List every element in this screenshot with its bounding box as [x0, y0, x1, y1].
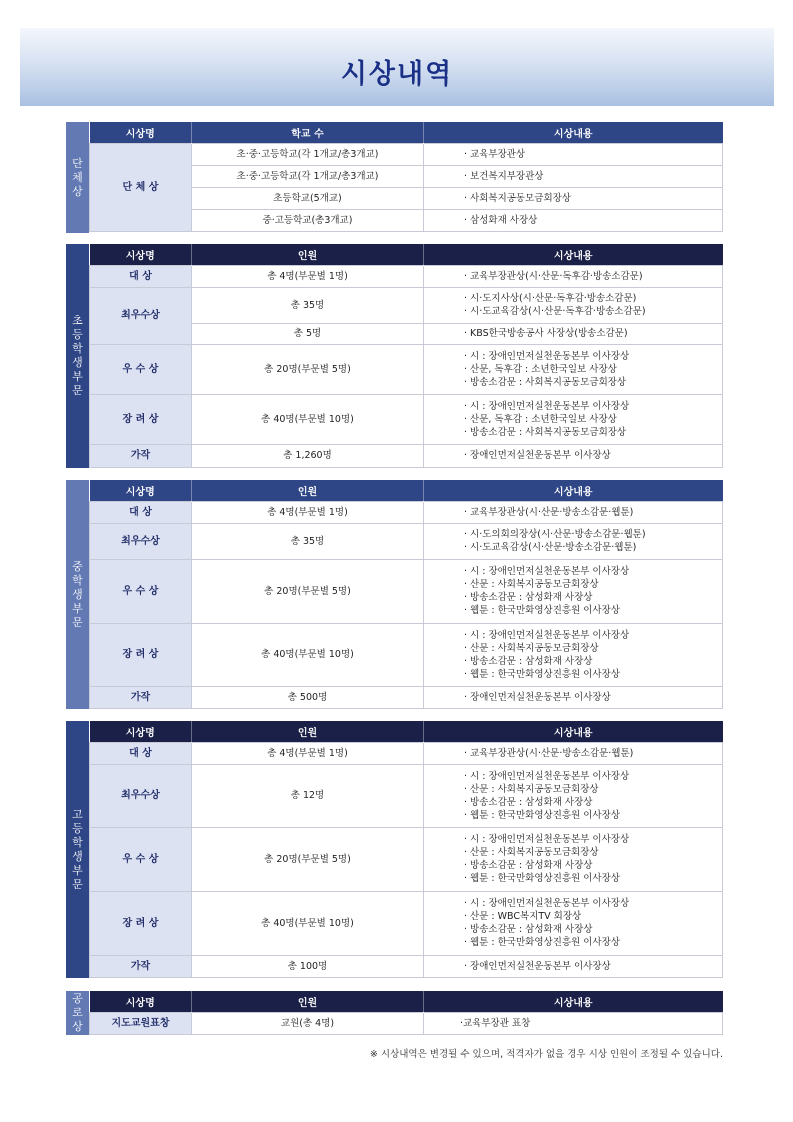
text-line: 학: [72, 573, 83, 587]
table-row: [90, 686, 723, 708]
text-line: 생: [72, 849, 83, 863]
text-line: · 장애인먼저실천운동본부 이사장상: [464, 960, 611, 972]
table-row: [90, 1012, 723, 1034]
text-line: · 산문 : 사회복지공동모금회장상: [464, 579, 599, 590]
text-line: · 시·도교육감상(시·산문·독후감·방송소감문): [464, 306, 646, 317]
text-line: · 산문 : WBC복지TV 회장상: [464, 911, 582, 922]
text-line: 문: [72, 877, 83, 891]
header-award-name: 시상명: [90, 244, 192, 265]
award-name: 장 려 상: [90, 394, 192, 444]
content-cell: [424, 523, 723, 559]
text-line: · 방송소감문 : 사회복지공동모금회장상: [464, 376, 627, 388]
count-cell: 총 500명: [192, 686, 424, 708]
count-cell: 총 20명(부문별 5명): [192, 344, 424, 394]
text-line: · 방송소감문 : 삼성화재 사장상: [464, 592, 593, 603]
table-row: [90, 623, 723, 686]
text-line: · 시 : 장애인먼저실천운동본부 이사장상: [464, 400, 630, 412]
text-line: · 교육부장관상(시·산문·독후감·방송소감문): [464, 270, 643, 282]
award-name: 지도교원표창: [90, 1012, 192, 1034]
award-name: 최우수상: [90, 523, 192, 559]
text-line: · 웹툰 : 한국만화영상진흥원 이사장상: [464, 668, 620, 680]
count-cell: 초등학교(5개교): [192, 187, 424, 209]
award-name: 가작: [90, 955, 192, 977]
table-header: [90, 991, 723, 1012]
content-cell: [424, 955, 723, 977]
text-line: · 시 : 장애인먼저실천운동본부 이사장상: [464, 770, 630, 782]
content-cell: [424, 827, 723, 891]
text-line: · 장애인먼저실천운동본부 이사장상: [464, 450, 611, 461]
side-label-elementary: [66, 244, 89, 468]
section-elementary: [66, 244, 722, 468]
table-row: [90, 523, 723, 559]
text-line: 문: [72, 384, 83, 397]
award-name: 우 수 상: [90, 827, 192, 891]
text-line: · 방송소감문 : 삼성화재 사장상: [464, 655, 593, 667]
count-cell: 총 5명: [192, 323, 424, 344]
text-line: · 사회복지공동모금회장상: [464, 192, 571, 204]
count-cell: 총 40명(부문별 10명): [192, 891, 424, 955]
header-award-name: 시상명: [90, 480, 192, 501]
award-name: 최우수상: [90, 764, 192, 827]
table-header: [90, 244, 723, 265]
high-table: [89, 721, 723, 978]
count-cell: 총 12명: [192, 764, 424, 827]
content-cell: [424, 444, 723, 467]
content-cell: [424, 187, 723, 209]
footnote: ※ 시상내역은 변경될 수 있으며, 적격자가 없을 경우 시상 인원이 조정될 수 있습니다.: [369, 1049, 723, 1060]
award-name: 우 수 상: [90, 559, 192, 623]
award-name: 장 려 상: [90, 623, 192, 686]
table-row: [90, 344, 723, 394]
text-line: · 산문, 독후감 : 소년한국일보 사장상: [464, 413, 617, 425]
text-line: · 웹툰 : 한국만화영상진흥원 이사장상: [464, 937, 620, 948]
text-line: 중: [72, 559, 83, 573]
header-award-name: 시상명: [90, 122, 192, 143]
section-merit: [66, 991, 722, 1035]
text-line: · 산문 : 사회복지공동모금회장상: [464, 642, 599, 654]
count-cell: 총 20명(부문별 5명): [192, 827, 424, 891]
content-cell: [424, 394, 723, 444]
text-line: 체: [72, 170, 83, 184]
text-line: · 시 : 장애인먼저실천운동본부 이사장상: [464, 566, 630, 577]
text-line: · 교육부장관상(시·산문·방송소감문·웹툰): [464, 506, 634, 518]
text-line: ·교육부장관 표창: [460, 1017, 531, 1029]
content-cell: [424, 209, 723, 231]
content-cell: [424, 323, 723, 344]
text-line: 부: [72, 370, 83, 383]
text-line: · 산문 : 사회복지공동모금회장상: [464, 847, 599, 858]
table-row: [90, 394, 723, 444]
content-cell: [424, 344, 723, 394]
section-high: [66, 721, 722, 978]
award-name: 단 체 상: [90, 143, 192, 231]
award-name: 최우수상: [90, 287, 192, 344]
content-cell: [424, 623, 723, 686]
table-row: [90, 287, 723, 323]
header-count: 인원: [192, 480, 424, 501]
text-line: · 방송소감문 : 삼성화재 사장상: [464, 860, 593, 871]
text-line: · 방송소감문 : 사회복지공동모금회장상: [464, 426, 627, 438]
table-row: [90, 764, 723, 827]
award-name: 대 상: [90, 501, 192, 523]
count-cell: 총 1,260명: [192, 444, 424, 467]
text-line: · 시 : 장애인먼저실천운동본부 이사장상: [464, 350, 630, 362]
count-cell: 총 40명(부문별 10명): [192, 394, 424, 444]
award-name: 장 려 상: [90, 891, 192, 955]
side-label-group: [66, 122, 89, 233]
count-cell: 총 4명(부문별 1명): [192, 501, 424, 523]
count-cell: 교원(총 4명): [192, 1012, 424, 1034]
side-label-merit: [66, 991, 89, 1035]
text-line: 부: [72, 863, 83, 877]
table-row: [90, 265, 723, 287]
header-content: 시상내용: [424, 122, 723, 143]
count-cell: 총 100명: [192, 955, 424, 977]
text-line: 상: [72, 184, 83, 198]
count-cell: 초·중·고등학교(각 1개교/총3개교): [192, 165, 424, 187]
text-line: · 웹툰 : 한국만화영상진흥원 이사장상: [464, 605, 620, 616]
text-line: · 산문 : 사회복지공동모금회장상: [464, 783, 599, 795]
table-row: [90, 891, 723, 955]
text-line: 고: [72, 807, 83, 821]
header-award-name: 시상명: [90, 991, 192, 1012]
header-content: 시상내용: [424, 721, 723, 742]
header-content: 시상내용: [424, 244, 723, 265]
content-cell: [424, 891, 723, 955]
content-cell: [424, 165, 723, 187]
text-line: · 시 : 장애인먼저실천운동본부 이사장상: [464, 898, 630, 909]
table-row: [90, 742, 723, 764]
content-cell: [424, 265, 723, 287]
table-row: [90, 559, 723, 623]
text-line: 초: [72, 314, 83, 327]
text-line: · 방송소감문 : 삼성화재 사장상: [464, 924, 593, 935]
content-cell: [424, 686, 723, 708]
side-label-middle: [66, 480, 89, 709]
award-name: 우 수 상: [90, 344, 192, 394]
table-header: [90, 122, 723, 143]
header-count: 인원: [192, 721, 424, 742]
count-cell: 총 4명(부문별 1명): [192, 265, 424, 287]
content-cell: [424, 1012, 723, 1034]
text-line: 공: [72, 992, 83, 1005]
text-line: · 산문, 독후감 : 소년한국일보 사장상: [464, 363, 617, 375]
section-group-award: [66, 122, 722, 233]
text-line: 등: [72, 821, 83, 835]
table-header: [90, 721, 723, 742]
text-line: · 시·도교육감상(시·산문·방송소감문·웹툰): [464, 542, 637, 553]
text-line: · 교육부장관상: [464, 148, 526, 160]
text-line: · 웹툰 : 한국만화영상진흥원 이사장상: [464, 873, 620, 884]
side-label-high: [66, 721, 89, 978]
count-cell: 총 20명(부문별 5명): [192, 559, 424, 623]
text-line: 문: [72, 615, 83, 629]
count-cell: 총 40명(부문별 10명): [192, 623, 424, 686]
merit-table: [89, 991, 723, 1035]
count-cell: 총 35명: [192, 523, 424, 559]
text-line: 학: [72, 342, 83, 355]
table-row: [90, 501, 723, 523]
text-line: 부: [72, 601, 83, 615]
table-row: [90, 955, 723, 977]
count-cell: 총 35명: [192, 287, 424, 323]
count-cell: 총 4명(부문별 1명): [192, 742, 424, 764]
header-content: 시상내용: [424, 480, 723, 501]
table-row: [90, 827, 723, 891]
group-award-table: [89, 122, 723, 232]
header-count: 인원: [192, 244, 424, 265]
text-line: 등: [72, 328, 83, 341]
text-line: · 장애인먼저실천운동본부 이사장상: [464, 691, 611, 703]
header-count: 인원: [192, 991, 424, 1012]
content-cell: [424, 742, 723, 764]
text-line: 생: [72, 356, 83, 369]
elementary-table: [89, 244, 723, 468]
header-content: 시상내용: [424, 991, 723, 1012]
text-line: 학: [72, 835, 83, 849]
text-line: 상: [72, 1020, 83, 1033]
award-name: 대 상: [90, 265, 192, 287]
text-line: 로: [72, 1006, 83, 1019]
text-line: 단: [72, 156, 83, 170]
text-line: · KBS한국방송공사 사장상(방송소감문): [464, 328, 628, 339]
content-cell: [424, 501, 723, 523]
text-line: · 교육부장관상(시·산문·방송소감문·웹툰): [464, 747, 634, 759]
table-row: [90, 444, 723, 467]
text-line: 생: [72, 587, 83, 601]
content-cell: [424, 764, 723, 827]
text-line: · 보건복지부장관상: [464, 170, 544, 182]
count-cell: 중·고등학교(총3개교): [192, 209, 424, 231]
header-count: 학교 수: [192, 122, 424, 143]
text-line: · 시·도지사상(시·산문·독후감·방송소감문): [464, 293, 637, 304]
page-title: 시상내역: [340, 59, 454, 90]
content-cell: [424, 559, 723, 623]
award-name: 대 상: [90, 742, 192, 764]
text-line: · 삼성화재 사장상: [464, 214, 538, 226]
text-line: · 시 : 장애인먼저실천운동본부 이사장상: [464, 834, 630, 845]
section-middle: [66, 480, 722, 709]
table-row: [90, 143, 723, 165]
content-cell: [424, 287, 723, 323]
count-cell: 초·중·고등학교(각 1개교/총3개교): [192, 143, 424, 165]
award-name: 가작: [90, 686, 192, 708]
header-award-name: 시상명: [90, 721, 192, 742]
text-line: · 시 : 장애인먼저실천운동본부 이사장상: [464, 629, 630, 641]
text-line: · 방송소감문 : 삼성화재 사장상: [464, 796, 593, 808]
content-cell: [424, 143, 723, 165]
table-header: [90, 480, 723, 501]
text-line: · 웹툰 : 한국만화영상진흥원 이사장상: [464, 809, 620, 821]
award-name: 가작: [90, 444, 192, 467]
title-banner: [20, 28, 774, 106]
text-line: · 시·도의회의장상(시·산문·방송소감문·웹툰): [464, 529, 646, 540]
middle-table: [89, 480, 723, 709]
